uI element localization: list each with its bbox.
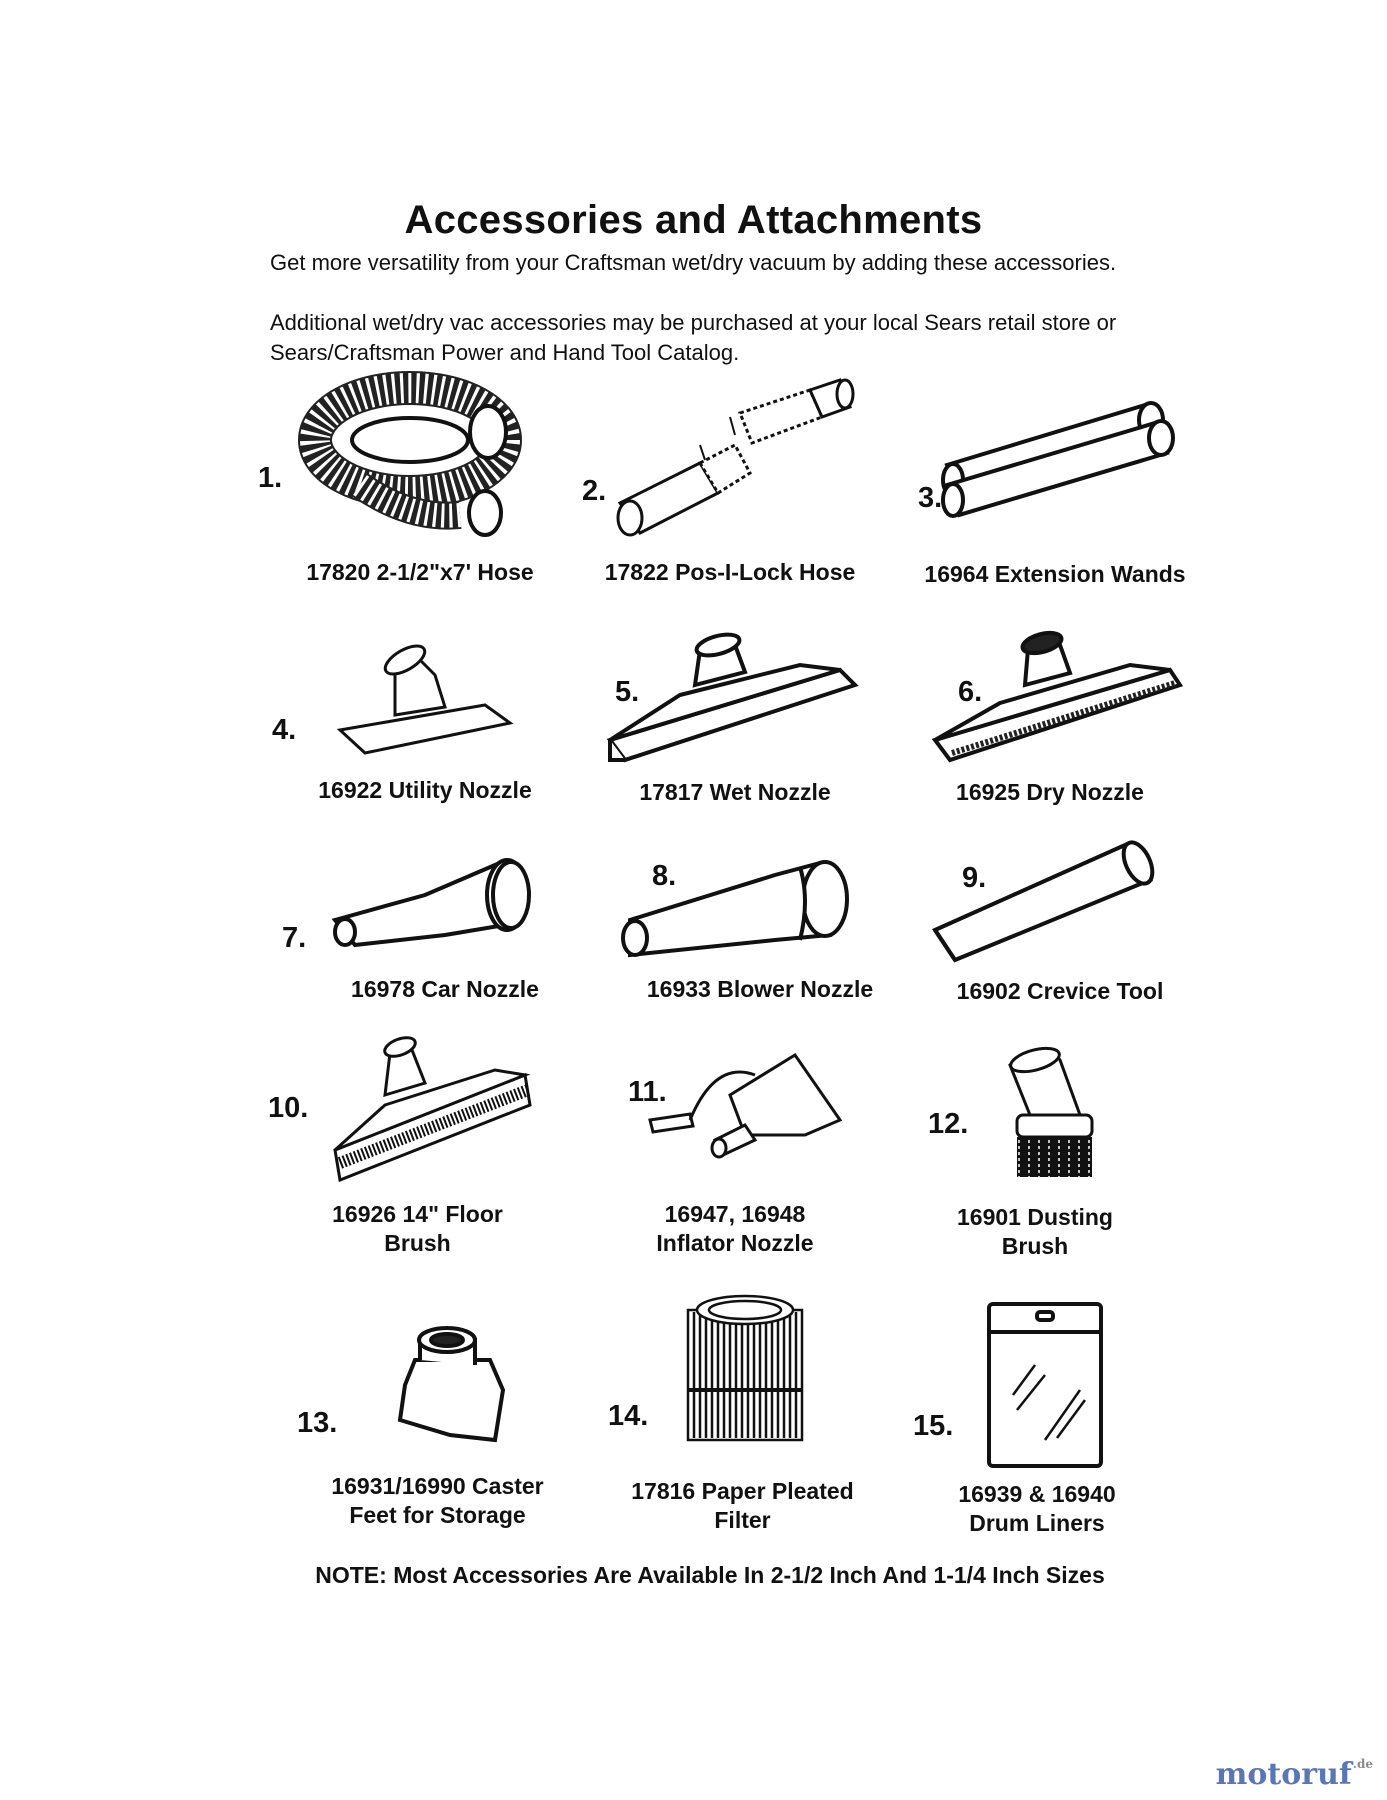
item-caption: 16922 Utility Nozzle	[318, 777, 532, 803]
item-number: 12.	[928, 1108, 969, 1140]
item-caption: 17816 Paper Pleated Filter	[631, 1478, 854, 1533]
item-number: 7.	[282, 922, 307, 954]
item-caption: 16964 Extension Wands	[924, 561, 1186, 587]
item-number: 8.	[652, 860, 677, 892]
item-number: 1.	[258, 462, 283, 494]
item-number: 15.	[913, 1410, 954, 1442]
item-caption: 16925 Dry Nozzle	[956, 779, 1144, 805]
pleated-filter-icon	[680, 1290, 810, 1450]
dusting-brush-icon	[1005, 1045, 1105, 1190]
item-caption: 16901 Dusting Brush	[957, 1204, 1113, 1259]
item-number: 11.	[628, 1076, 667, 1108]
caster-feet-icon	[395, 1320, 510, 1445]
item-caption: 16978 Car Nozzle	[351, 976, 539, 1002]
item-caption: 16931/16990 Caster Feet for Storage	[331, 1473, 544, 1528]
item-caption: 16926 14" Floor Brush	[332, 1201, 503, 1256]
item-caption: 16933 Blower Nozzle	[646, 976, 874, 1002]
intro-paragraph-2: Additional wet/dry vac accessories may be purchased at your local Sears retail store or Sears/Craftsman Power and Hand Tool Catalog.	[270, 310, 1117, 365]
drum-liners-icon	[985, 1300, 1105, 1470]
crevice-tool-icon	[925, 835, 1175, 970]
floor-brush-icon	[325, 1035, 540, 1190]
item-number: 14.	[608, 1400, 649, 1432]
item-caption: 17822 Pos-I-Lock Hose	[604, 559, 856, 585]
watermark-logo: motoruf$^{.de}$	[1215, 1757, 1373, 1792]
item-number: 10.	[268, 1092, 309, 1124]
page-title: Accessories and Attachments	[404, 198, 983, 242]
item-number: 5.	[615, 676, 640, 708]
extension-wands-icon	[935, 385, 1185, 515]
intro-paragraph-1: Get more versatility from your Craftsman wet/dry vacuum by adding these accessories.	[270, 250, 1117, 275]
pos-i-lock-hose-icon	[600, 385, 860, 545]
hose-icon	[300, 380, 530, 550]
item-caption: 17817 Wet Nozzle	[639, 779, 831, 805]
item-caption: 17820 2-1/2"x7' Hose	[306, 559, 534, 585]
item-caption: 16939 & 16940 Drum Liners	[958, 1481, 1116, 1536]
item-number: 4.	[272, 714, 297, 746]
item-number: 2.	[582, 475, 607, 507]
item-number: 3.	[918, 482, 943, 514]
item-number: 13.	[297, 1407, 338, 1439]
item-caption: 16947, 16948 Inflator Nozzle	[656, 1201, 814, 1256]
inflator-nozzle-icon	[645, 1040, 855, 1170]
item-caption: 16902 Crevice Tool	[956, 978, 1164, 1004]
car-nozzle-icon	[325, 845, 540, 955]
item-number: 6.	[958, 676, 983, 708]
sizes-note: NOTE: Most Accessories Are Available In 2-1/2 Inch And 1-1/4 Inch Sizes	[315, 1562, 1105, 1588]
item-number: 9.	[962, 862, 987, 894]
utility-nozzle-icon	[335, 635, 515, 765]
